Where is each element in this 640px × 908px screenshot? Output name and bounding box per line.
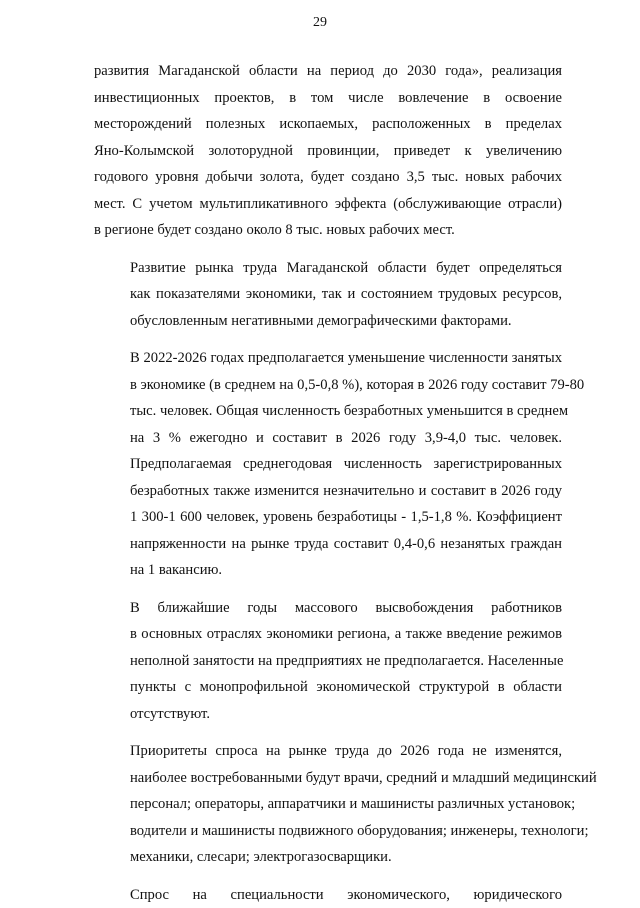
text-line: персонал; операторы, аппаратчики и машинисты различных установок; (94, 791, 562, 818)
text-line: месторождений полезных ископаемых, расположенных в пределах (94, 111, 562, 138)
text-line: Спрос на специальности экономического, юридического (94, 882, 562, 908)
text-line: мест. С учетом мультипликативного эффекта (обслуживающие отрасли) (94, 191, 562, 218)
text-line: инвестиционных проектов, в том числе вовлечение в освоение (94, 85, 562, 112)
text-line: В ближайшие годы массового высвобождения работников (94, 595, 562, 622)
text-line: отсутствуют. (94, 701, 562, 728)
text-line: Яно-Колымской золоторудной провинции, приведет к увеличению (94, 138, 562, 165)
paragraph-2 (94, 255, 562, 335)
text-line: Развитие рынка труда Магаданской области будет определяться (94, 255, 562, 282)
paragraph-1 (94, 58, 562, 244)
text-line: Предполагаемая среднегодовая численность зарегистрированных (94, 451, 562, 478)
text-line: на 3 % ежегодно и составит в 2026 году 3,9-4,0 тыс. человек. (94, 425, 562, 452)
text-line: годового уровня добычи золота, будет создано 3,5 тыс. новых рабочих (94, 164, 562, 191)
page-number: 29 (0, 15, 640, 31)
text-line: в регионе будет создано около 8 тыс. новых рабочих мест. (94, 217, 562, 244)
text-line: 1 300-1 600 человек, уровень безработицы - 1,5-1,8 %. Коэффициент (94, 504, 562, 531)
text-line: неполной занятости на предприятиях не предполагается. Населенные (94, 648, 562, 675)
paragraph-5 (94, 738, 562, 871)
text-line: водители и машинисты подвижного оборудования; инженеры, технологи; (94, 818, 562, 845)
text-line: безработных также изменится незначительно и составит в 2026 году (94, 478, 562, 505)
text-line: в экономике (в среднем на 0,5-0,8 %), которая в 2026 году составит 79-80 (94, 372, 562, 399)
paragraph-6 (94, 882, 562, 908)
body-text (94, 58, 562, 908)
paragraph-3 (94, 345, 562, 584)
text-line: Приоритеты спроса на рынке труда до 2026 года не изменятся, (94, 738, 562, 765)
text-line: на 1 вакансию. (94, 557, 562, 584)
text-line: в основных отраслях экономики региона, а также введение режимов (94, 621, 562, 648)
text-line: напряженности на рынке труда составит 0,4-0,6 незанятых граждан (94, 531, 562, 558)
paragraph-4 (94, 595, 562, 728)
text-line: тыс. человек. Общая численность безработных уменьшится в среднем (94, 398, 562, 425)
text-line: В 2022-2026 годах предполагается уменьшение численности занятых (94, 345, 562, 372)
text-line: обусловленным негативными демографическими факторами. (94, 308, 562, 335)
text-line: развития Магаданской области на период до 2030 года», реализация (94, 58, 562, 85)
text-line: механики, слесари; электрогазосварщики. (94, 844, 562, 871)
text-line: пункты с монопрофильной экономической структурой в области (94, 674, 562, 701)
text-line: наиболее востребованными будут врачи, средний и младший медицинский (94, 765, 562, 792)
text-line: как показателями экономики, так и состоянием трудовых ресурсов, (94, 281, 562, 308)
